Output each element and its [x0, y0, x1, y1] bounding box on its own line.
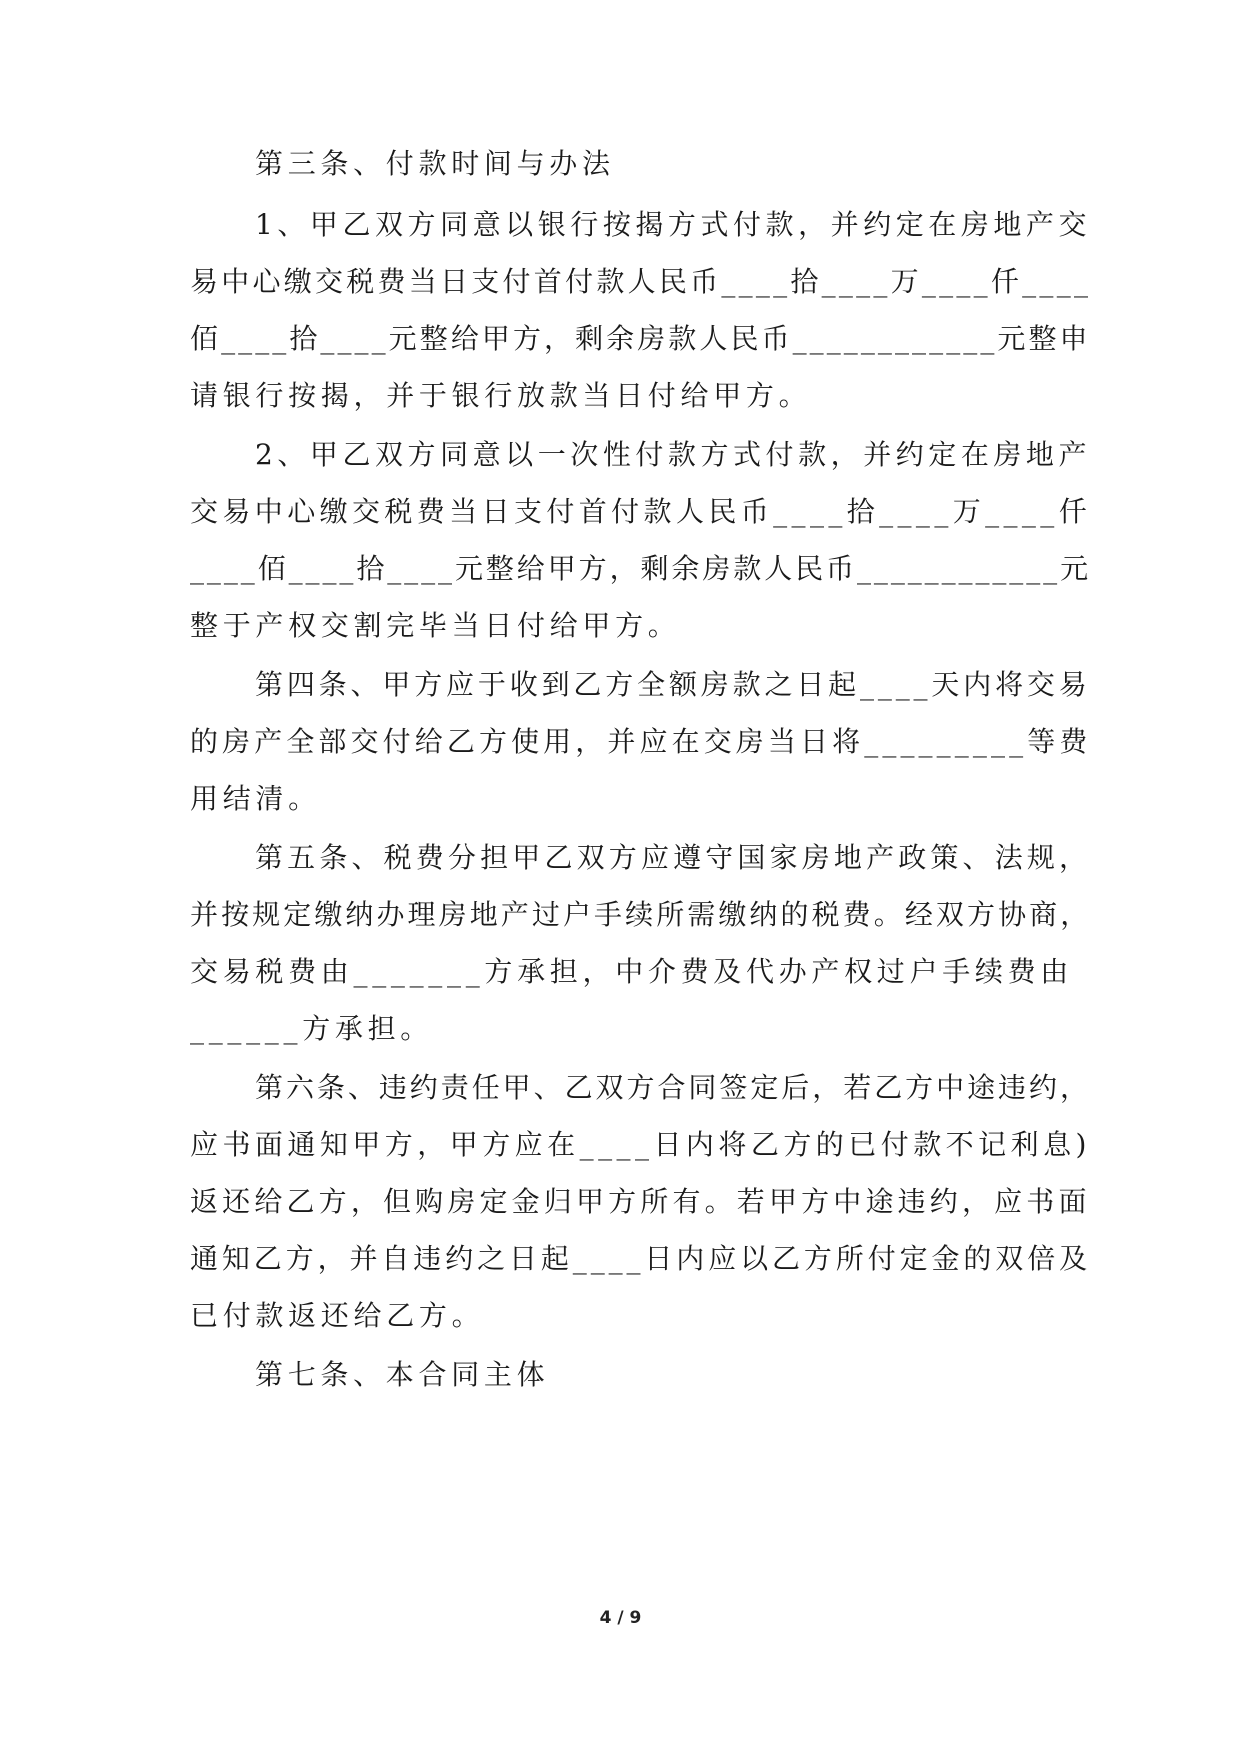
clause-3-item-1-line-4: 请银行按揭，并于银行放款当日付给甲方。: [190, 379, 812, 412]
clause-3-item-1-line-1: 1、甲乙双方同意以银行按揭方式付款，并约定在房地产交: [255, 208, 1092, 241]
clause-3-item-2-line-4: 整于产权交割完毕当日付给甲方。: [190, 609, 681, 642]
clause-6-line-4: 通知乙方，并自违约之日起____日内应以乙方所付定金的双倍及: [190, 1242, 1092, 1275]
clause-5-line-1: 第五条、税费分担甲乙双方应遵守国家房地产政策、法规，: [255, 841, 1092, 874]
page-number: 4 / 9: [599, 1608, 642, 1628]
clause-6-line-3: 返还给乙方，但购房定金归甲方所有。若甲方中途违约，应书面: [190, 1185, 1091, 1218]
clause-4-line-1: 第四条、甲方应于收到乙方全额房款之日起____天内将交易: [255, 668, 1091, 701]
clause-6-line-1: 第六条、违约责任甲、乙双方合同签定后，若乙方中途违约，: [255, 1071, 1091, 1104]
clause-5-line-2: 并按规定缴纳办理房地产过户手续所需缴纳的税费。经双方协商，: [190, 898, 1092, 931]
clause-3-item-2-line-2: 交易中心缴交税费当日支付首付款人民币____拾____万____仟: [190, 495, 1092, 528]
clause-5-line-3: 交易税费由_______方承担，中介费及代办产权过户手续费由: [190, 955, 1074, 988]
clause-3-item-2-line-1: 2、甲乙双方同意以一次性付款方式付款，并约定在房地产: [255, 438, 1092, 471]
clause-4-line-2: 的房产全部交付给乙方使用，并应在交房当日将_________等费: [190, 725, 1092, 758]
clause-3-item-1-line-2: 易中心缴交税费当日支付首付款人民币____拾____万____仟____: [190, 265, 1092, 298]
clause-5-line-4: ______方承担。: [190, 1012, 434, 1045]
clause-6-line-5: 已付款返还给乙方。: [190, 1299, 485, 1332]
clause-3-item-1-line-3: 佰____拾____元整给甲方，剩余房款人民币____________元整申: [190, 322, 1091, 355]
clause-3-item-2-line-3: ____佰____拾____元整给甲方，剩余房款人民币____________元: [190, 552, 1092, 585]
clause-6-line-2: 应书面通知甲方，甲方应在____日内将乙方的已付款不记利息): [190, 1128, 1091, 1161]
clause-3-heading: 第三条、付款时间与办法: [255, 147, 615, 180]
clause-7-heading: 第七条、本合同主体: [255, 1358, 550, 1391]
clause-4-line-3: 用结清。: [190, 782, 321, 815]
